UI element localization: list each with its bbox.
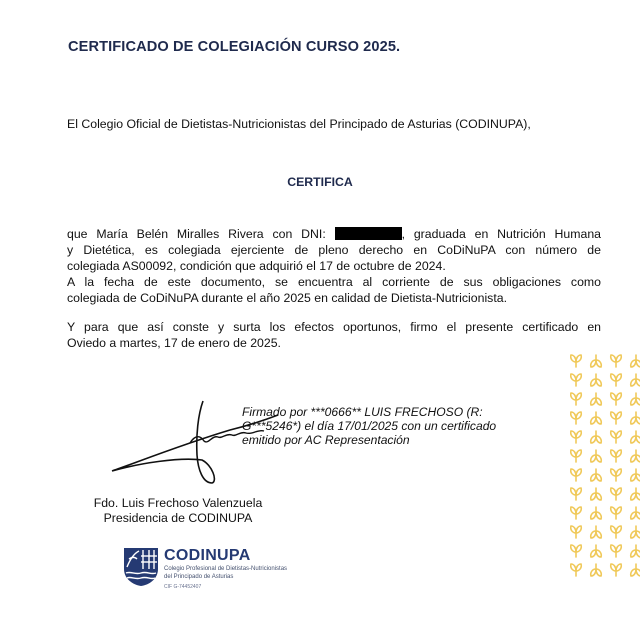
certifica-heading: CERTIFICA xyxy=(287,175,353,189)
leaf-icon-grid xyxy=(571,355,640,576)
intro-paragraph: El Colegio Oficial de Dietistas-Nutricionistas del Principado de Asturias (CODINUPA), xyxy=(67,117,531,131)
logo-cif: CIF G-74452407 xyxy=(164,584,202,590)
closing-line-1: Y para que así conste y surta los efectos oportunos, firmo el presente certificado en xyxy=(67,320,601,334)
digital-signature-text: Firmado por ***0666** LUIS FRECHOSO (R: G***5246*) el día 17/01/2025 con un certificado emitido por AC Representación xyxy=(242,405,497,447)
signer-block xyxy=(88,496,268,526)
closing-line-2: Oviedo a martes, 17 de enero de 2025. xyxy=(67,336,281,350)
body-line-3: colegiada AS00092, condición que adquirió el 17 de octubre de 2024. xyxy=(67,259,446,273)
certification-body xyxy=(67,226,601,306)
body-line-1: que María Belén Miralles Rivera con DNI: , graduada en Nutrición Humana xyxy=(67,227,602,241)
body-line-5: colegiada de CoDiNuPA durante el año 2025 en calidad de Dietista-Nutricionista. xyxy=(67,291,507,305)
body-line-2: y Dietética, es colegiada ejerciente de pleno derecho en CoDiNuPA con número de xyxy=(67,243,601,257)
body-line-4: A la fecha de este documento, se encuentra al corriente de sus obligaciones como xyxy=(67,275,601,289)
logo-subtitle: Colegio Profesional de Dietistas-Nutricionistas del Principado de Asturias xyxy=(164,566,288,580)
logo-name: CODINUPA xyxy=(164,547,251,564)
closing-paragraph xyxy=(67,319,601,351)
signer-role: Presidencia de CODINUPA xyxy=(103,511,253,525)
codinupa-shield-icon xyxy=(123,547,159,587)
leaf-pattern-decoration xyxy=(570,354,640,584)
redacted-dni xyxy=(335,227,402,240)
signer-name: Fdo. Luis Frechoso Valenzuela xyxy=(93,496,263,510)
document-title: CERTIFICADO DE COLEGIACIÓN CURSO 2025. xyxy=(68,39,401,55)
